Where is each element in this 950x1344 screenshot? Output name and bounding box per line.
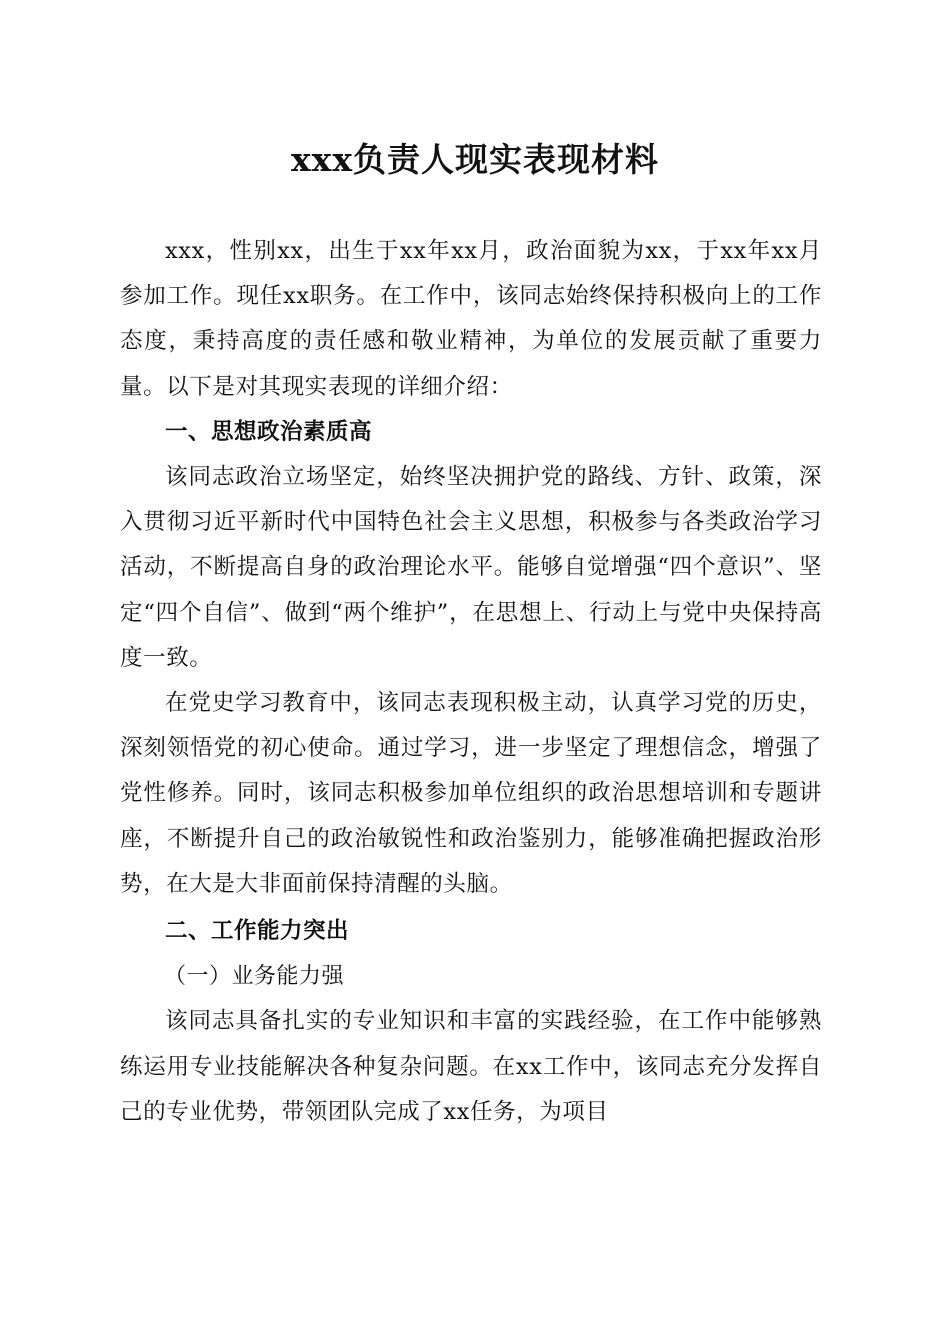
intro-paragraph: xxx，性别xx，出生于xx年xx月，政治面貌为xx，于xx年xx月参加工作。现任xx职务。在工作中，该同志始终保持积极向上的工作态度，秉持高度的责任感和敬业精神，为单位的发展贡献了重要力量。以下是对其现实表现的详细介绍：: [120, 238, 822, 400]
political-paragraph-2: 在党史学习教育中，该同志表现积极主动，认真学习党的历史，深刻领悟党的初心使命。通过学习，进一步坚定了理想信念，增强了党性修养。同时，该同志积极参加单位组织的政治思想培训和专题讲座，不断提升自己的政治敏锐性和政治鉴别力，能够准确把握政治形势，在大是大非面前保持清醒的头脑。: [120, 690, 822, 897]
document-body: [120, 229, 822, 1135]
business-paragraph-1: 该同志具备扎实的专业知识和丰富的实践经验，在工作中能够熟练运用专业技能解决各种复杂问题。在xx工作中，该同志充分发挥自己的专业优势，带领团队完成了xx任务，为项目: [120, 1008, 822, 1125]
subsection-heading-business: （一）业务能力强: [164, 964, 345, 990]
political-paragraph-1: 该同志政治立场坚定，始终坚决拥护党的路线、方针、政策，深入贯彻习近平新时代中国特色社会主义思想，积极参与各类政治学习活动，不断提高自身的政治理论水平。能够自觉增强“四个意识”、坚定“四个自信”、做到“两个维护”，在思想上、行动上与党中央保持高度一致。: [120, 464, 822, 671]
document-title: xxx负责人现实表现材料: [290, 140, 660, 179]
section-heading-work-ability: 二、工作能力突出: [165, 918, 350, 945]
section-heading-political: 一、思想政治素质高: [165, 418, 373, 445]
